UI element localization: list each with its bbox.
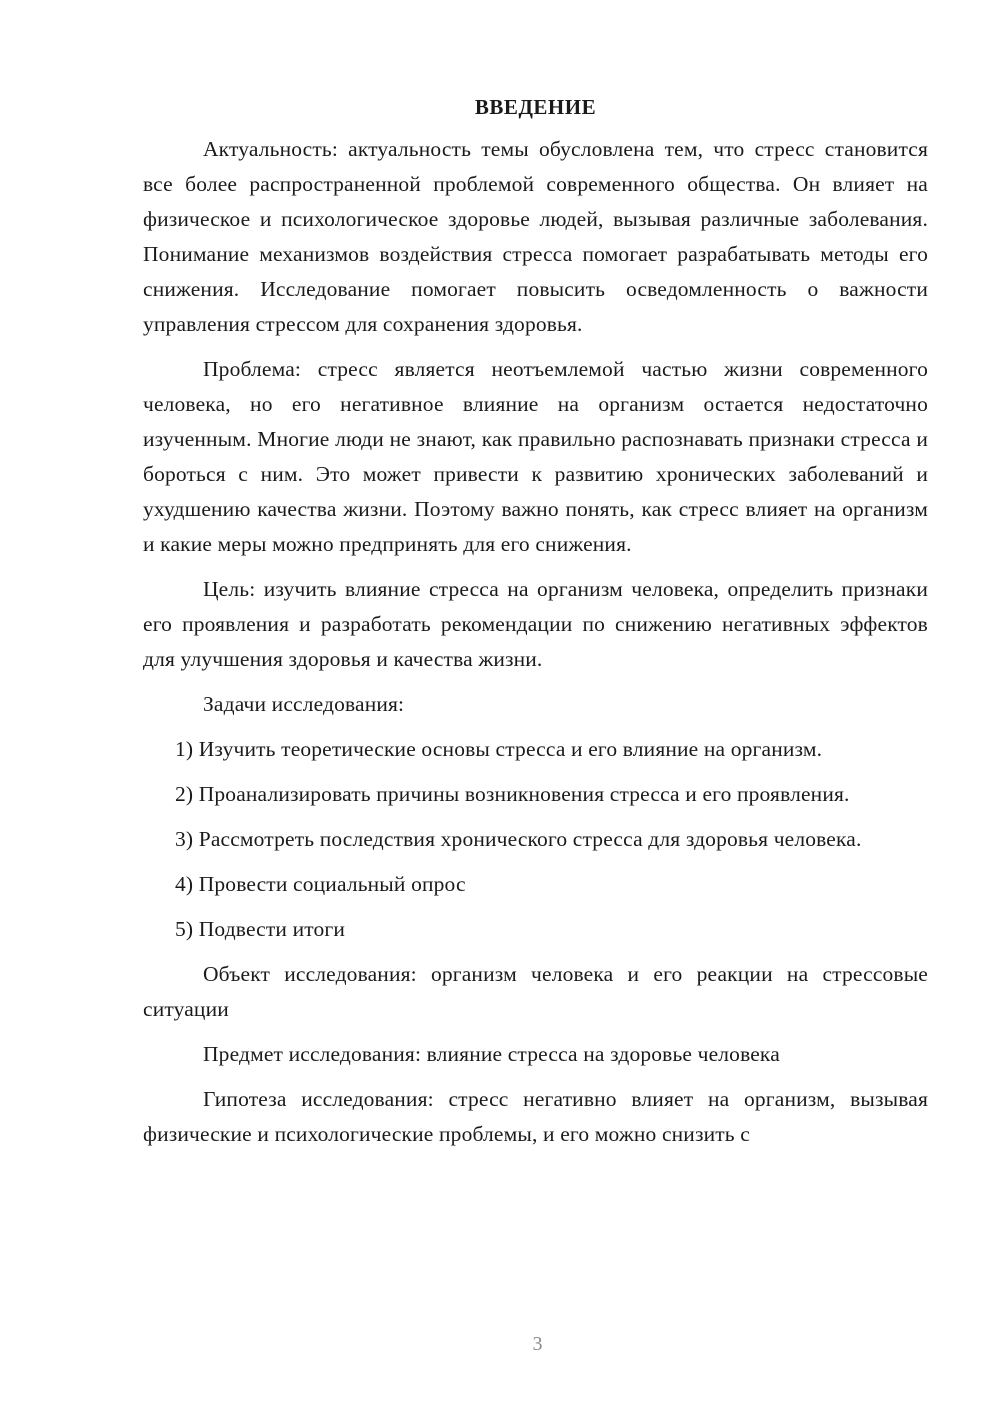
goal-paragraph: Цель: изучить влияние стресса на организм человека, определить признаки его проявления и разработать рекомендации по снижению негативных эффектов для улучшения здоровья и качества жизни. <box>143 577 928 671</box>
task-item-3: 3) Рассмотреть последствия хронического стресса для здоровья человека. <box>175 827 862 851</box>
subject-paragraph: Предмет исследования: влияние стресса на здоровье человека <box>203 1042 780 1066</box>
task-item-2: 2) Проанализировать причины возникновения стресса и его проявления. <box>175 782 850 806</box>
task-item-1: 1) Изучить теоретические основы стресса и его влияние на организм. <box>175 737 823 761</box>
relevance-paragraph: Актуальность: актуальность темы обусловлена тем, что стресс становится все более распространенной проблемой современного общества. Он влияет на физическое и психологическое здоровье людей, вызывая различные заболевания. Понимание механизмов воздействия стресса помогает разрабатывать методы его снижения. Исследование помогает повысить осведомленность о важности управления стрессом для сохранения здоровья. <box>143 137 928 336</box>
problem-paragraph: Проблема: стресс является неотъемлемой частью жизни современного человека, но его негативное влияние на организм остается недостаточно изученным. Многие люди не знают, как правильно распознавать признаки стресса и бороться с ним. Это может привести к развитию хронических заболеваний и ухудшению качества жизни. Поэтому важно понять, как стресс влияет на организм и какие меры можно предпринять для его снижения. <box>143 357 928 556</box>
object-paragraph: Объект исследования: организм человека и его реакции на стрессовые ситуации <box>143 962 928 1021</box>
page-content <box>143 90 928 1162</box>
task-item-4: 4) Провести социальный опрос <box>175 872 466 896</box>
hypothesis-paragraph: Гипотеза исследования: стресс негативно влияет на организм, вызывая физические и психологические проблемы, и его можно снизить с <box>143 1087 928 1146</box>
task-item-5: 5) Подвести итоги <box>175 917 346 941</box>
page-number: 3 <box>532 1333 543 1355</box>
section-title: ВВЕДЕНИЕ <box>474 95 597 119</box>
tasks-heading: Задачи исследования: <box>203 692 405 716</box>
